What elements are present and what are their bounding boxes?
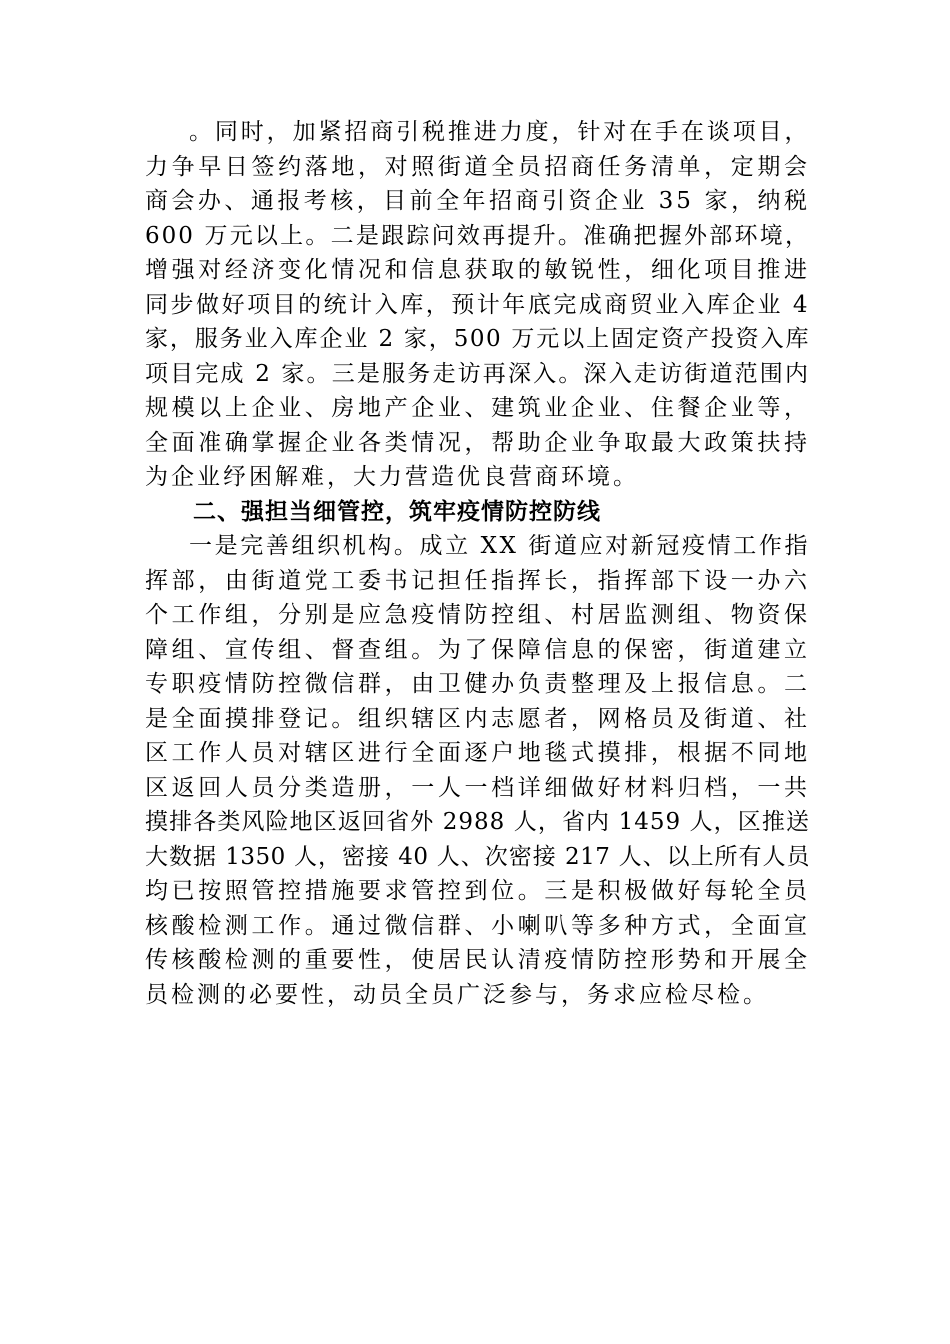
text-line: 力争早日签约落地，对照街道全员招商任务清单，定期会 [145,153,810,180]
text-line: 项目完成 2 家。三是服务走访再深入。深入走访街道范围内 [145,360,810,387]
text-line: 同步做好项目的统计入库，预计年底完成商贸业入库企业 4 [145,291,810,318]
text-line: 增强对经济变化情况和信息获取的敏锐性，细化项目推进 [145,257,810,283]
section-heading: 二、强担当细管控，筑牢疫情防控防线 [193,498,601,525]
document-body [145,115,810,1012]
text-line: 区返回人员分类造册，一人一档详细做好材料归档，一共 [145,774,810,801]
text-line: 核酸检测工作。通过微信群、小喇叭等多种方式，全面宣 [145,912,810,939]
text-line: 规模以上企业、房地产企业、建筑业企业、住餐企业等， [145,395,810,421]
text-line: 区工作人员对辖区进行全面逐户地毯式摸排，根据不同地 [145,740,810,766]
text-line: 为企业纾困解难，大力营造优良营商环境。 [145,464,639,490]
text-line: 全面准确掌握企业各类情况，帮助企业争取最大政策扶持 [145,429,810,456]
text-line: 专职疫情防控微信群，由卫健办负责整理及上报信息。二 [145,671,810,697]
text-line: 600 万元以上。二是跟踪问效再提升。准确把握外部环境， [145,222,810,249]
text-line: 个工作组，分别是应急疫情防控组、村居监测组、物资保 [145,602,810,628]
text-line: 商会办、通报考核，目前全年招商引资企业 35 家，纳税 [145,188,810,214]
text-line: 挥部，由街道党工委书记担任指挥长，指挥部下设一办六 [145,567,810,594]
text-line: 员检测的必要性，动员全员广泛参与，务求应检尽检。 [145,981,769,1008]
text-line: 均已按照管控措施要求管控到位。三是积极做好每轮全员 [145,878,810,904]
text-line: 。同时，加紧招商引税推进力度，针对在手在谈项目， [189,119,810,145]
paragraph-epidemic-control [145,529,810,1012]
text-line: 传核酸检测的重要性，使居民认清疫情防控形势和开展全 [145,947,810,973]
text-line: 家，服务业入库企业 2 家，500 万元以上固定资产投资入库 [145,326,810,352]
text-line: 大数据 1350 人，密接 40 人、次密接 217 人、以上所有人员 [145,843,810,870]
text-line: 摸排各类风险地区返回省外 2988 人，省内 1459 人，区推送 [145,809,810,835]
text-line: 是全面摸排登记。组织辖区内志愿者，网格员及街道、社 [145,705,810,732]
text-line: 障组、宣传组、督查组。为了保障信息的保密，街道建立 [145,636,810,663]
paragraph-economy [145,115,810,495]
text-line: 一是完善组织机构。成立 XX 街道应对新冠疫情工作指 [189,533,810,559]
